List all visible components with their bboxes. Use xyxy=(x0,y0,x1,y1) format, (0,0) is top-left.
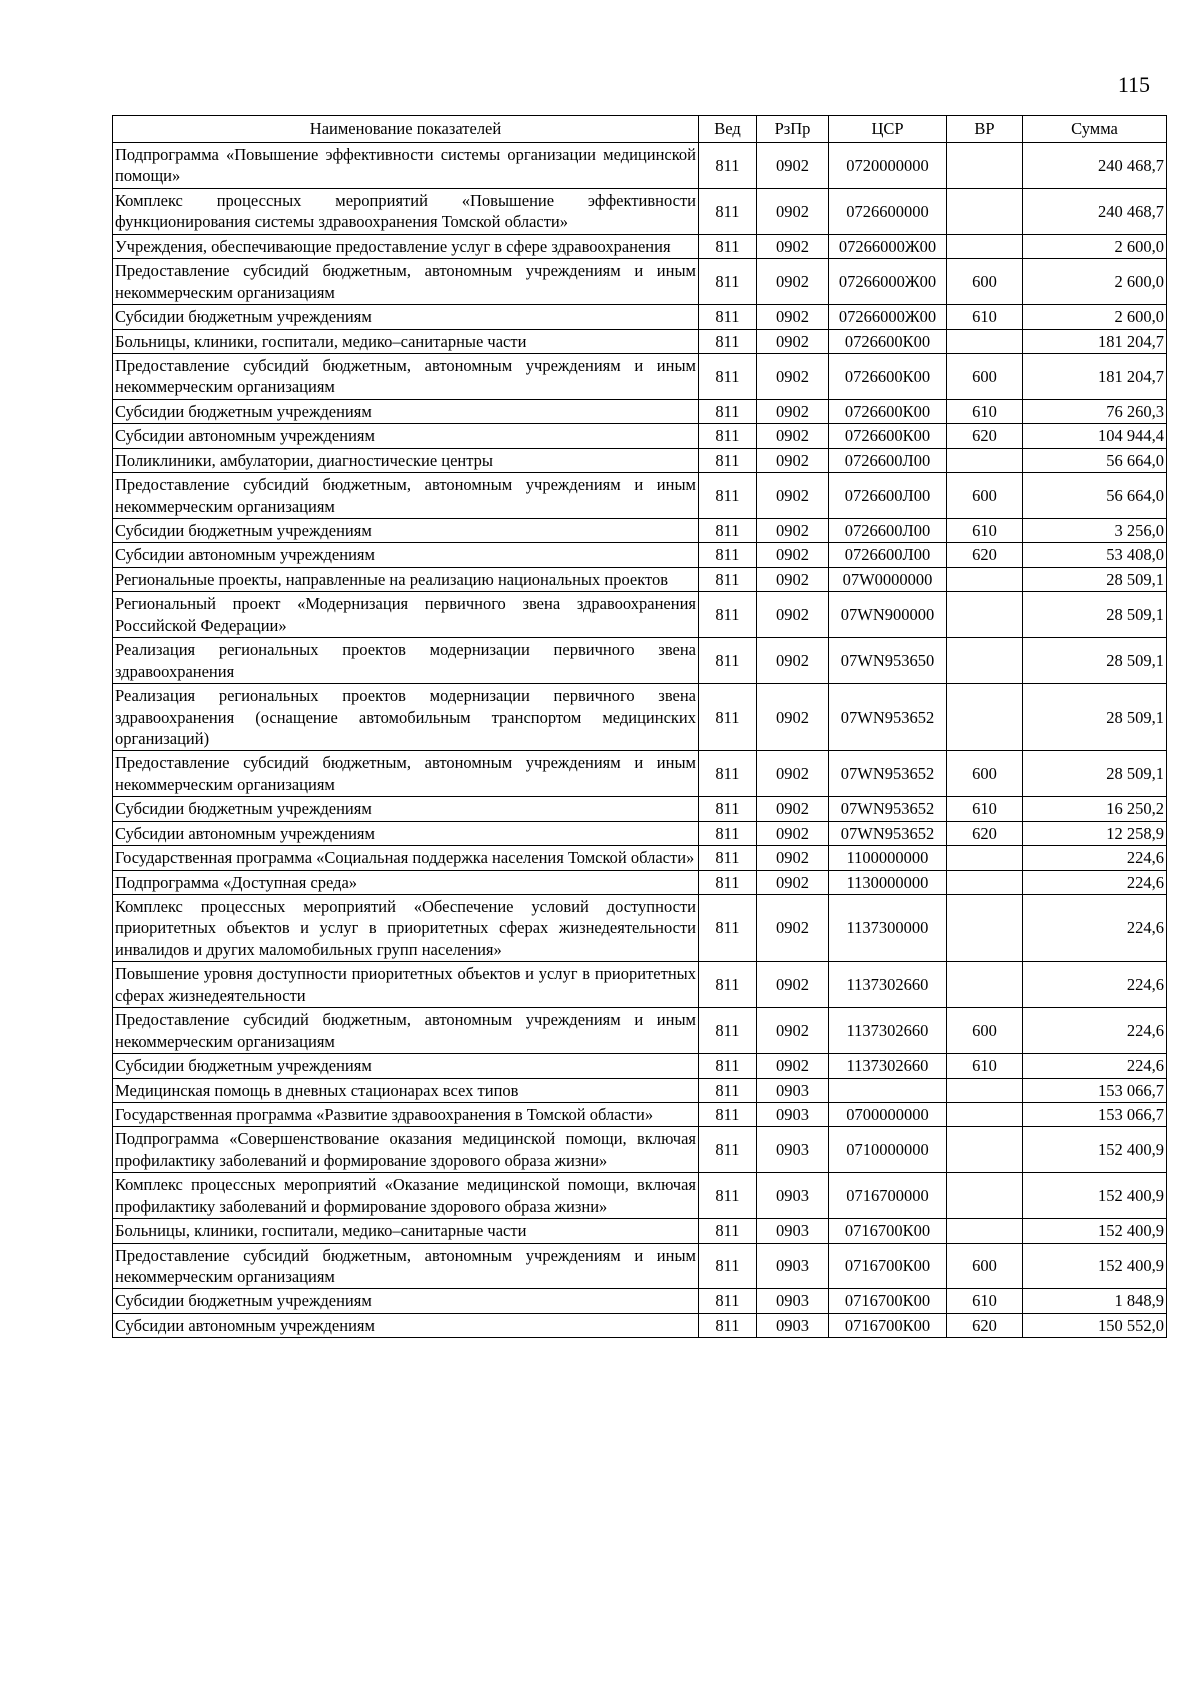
header-vr: ВР xyxy=(947,116,1023,143)
row-vr-cell xyxy=(947,895,1023,962)
row-rzpr-cell: 0902 xyxy=(757,638,829,684)
row-sum-cell: 153 066,7 xyxy=(1023,1102,1167,1126)
table-row xyxy=(113,543,1167,567)
row-rzpr-cell: 0902 xyxy=(757,684,829,751)
row-sum-cell: 224,6 xyxy=(1023,895,1167,962)
row-rzpr-cell: 0902 xyxy=(757,567,829,591)
table-row xyxy=(113,567,1167,591)
table-row xyxy=(113,592,1167,638)
row-name-cell: Региональные проекты, направленные на реализацию национальных проектов xyxy=(113,567,699,591)
row-name-cell: Субсидии бюджетным учреждениям xyxy=(113,797,699,821)
row-rzpr-cell: 0902 xyxy=(757,353,829,399)
row-ved-cell: 811 xyxy=(699,962,757,1008)
row-name-cell: Предоставление субсидий бюджетным, автономным учреждениям и иным некоммерческим организациям xyxy=(113,473,699,519)
row-name-cell: Подпрограмма «Повышение эффективности системы организации медицинской помощи» xyxy=(113,143,699,189)
row-rzpr-cell: 0902 xyxy=(757,1054,829,1078)
table-row xyxy=(113,473,1167,519)
row-ved-cell: 811 xyxy=(699,797,757,821)
row-sum-cell: 28 509,1 xyxy=(1023,751,1167,797)
row-name-cell: Больницы, клиники, госпитали, медико–санитарные части xyxy=(113,1219,699,1243)
row-rzpr-cell: 0902 xyxy=(757,962,829,1008)
row-csr-cell: 07WN953652 xyxy=(829,797,947,821)
row-vr-cell xyxy=(947,143,1023,189)
row-name-cell: Реализация региональных проектов модернизации первичного звена здравоохранения (оснащение автомобильным транспортом медицинских организаций) xyxy=(113,684,699,751)
row-csr-cell: 0716700К00 xyxy=(829,1313,947,1337)
table-row xyxy=(113,305,1167,329)
table-row xyxy=(113,1173,1167,1219)
row-name-cell: Субсидии бюджетным учреждениям xyxy=(113,305,699,329)
row-rzpr-cell: 0903 xyxy=(757,1127,829,1173)
row-rzpr-cell: 0902 xyxy=(757,751,829,797)
row-name-cell: Подпрограмма «Совершенствование оказания медицинской помощи, включая профилактику заболеваний и формирование здорового образа жизни» xyxy=(113,1127,699,1173)
table-row xyxy=(113,259,1167,305)
row-sum-cell: 153 066,7 xyxy=(1023,1078,1167,1102)
row-csr-cell: 0726600Л00 xyxy=(829,519,947,543)
table-row xyxy=(113,448,1167,472)
table-row xyxy=(113,797,1167,821)
table-body xyxy=(113,143,1167,1338)
row-csr-cell: 0726600К00 xyxy=(829,399,947,423)
row-ved-cell: 811 xyxy=(699,448,757,472)
table-row xyxy=(113,424,1167,448)
row-ved-cell: 811 xyxy=(699,1219,757,1243)
row-ved-cell: 811 xyxy=(699,592,757,638)
row-name-cell: Государственная программа «Развитие здравоохранения в Томской области» xyxy=(113,1102,699,1126)
row-name-cell: Реализация региональных проектов модернизации первичного звена здравоохранения xyxy=(113,638,699,684)
row-vr-cell: 600 xyxy=(947,751,1023,797)
row-csr-cell: 0726600000 xyxy=(829,188,947,234)
row-csr-cell: 0726600К00 xyxy=(829,353,947,399)
row-vr-cell xyxy=(947,962,1023,1008)
row-csr-cell: 1137300000 xyxy=(829,895,947,962)
row-name-cell: Предоставление субсидий бюджетным, автономным учреждениям и иным некоммерческим организациям xyxy=(113,259,699,305)
row-name-cell: Предоставление субсидий бюджетным, автономным учреждениям и иным некоммерческим организациям xyxy=(113,1008,699,1054)
row-csr-cell: 07WN900000 xyxy=(829,592,947,638)
row-name-cell: Субсидии бюджетным учреждениям xyxy=(113,519,699,543)
row-sum-cell: 28 509,1 xyxy=(1023,592,1167,638)
row-vr-cell xyxy=(947,1102,1023,1126)
table-row xyxy=(113,1219,1167,1243)
row-name-cell: Субсидии автономным учреждениям xyxy=(113,821,699,845)
row-ved-cell: 811 xyxy=(699,399,757,423)
row-ved-cell: 811 xyxy=(699,519,757,543)
row-sum-cell: 152 400,9 xyxy=(1023,1219,1167,1243)
row-sum-cell: 224,6 xyxy=(1023,1008,1167,1054)
row-csr-cell: 0720000000 xyxy=(829,143,947,189)
row-vr-cell xyxy=(947,684,1023,751)
row-vr-cell xyxy=(947,638,1023,684)
row-vr-cell: 620 xyxy=(947,821,1023,845)
row-ved-cell: 811 xyxy=(699,353,757,399)
row-csr-cell: 0716700К00 xyxy=(829,1289,947,1313)
row-vr-cell: 600 xyxy=(947,1243,1023,1289)
row-vr-cell xyxy=(947,234,1023,258)
row-vr-cell: 610 xyxy=(947,399,1023,423)
row-name-cell: Медицинская помощь в дневных стационарах всех типов xyxy=(113,1078,699,1102)
row-sum-cell: 181 204,7 xyxy=(1023,353,1167,399)
row-sum-cell: 28 509,1 xyxy=(1023,684,1167,751)
row-ved-cell: 811 xyxy=(699,1054,757,1078)
row-sum-cell: 224,6 xyxy=(1023,870,1167,894)
row-csr-cell: 1130000000 xyxy=(829,870,947,894)
row-ved-cell: 811 xyxy=(699,1243,757,1289)
row-rzpr-cell: 0903 xyxy=(757,1313,829,1337)
row-csr-cell: 1137302660 xyxy=(829,1054,947,1078)
row-ved-cell: 811 xyxy=(699,1127,757,1173)
table-row xyxy=(113,1243,1167,1289)
row-ved-cell: 811 xyxy=(699,846,757,870)
table-row xyxy=(113,399,1167,423)
table-row xyxy=(113,1102,1167,1126)
header-csr: ЦСР xyxy=(829,116,947,143)
row-sum-cell: 224,6 xyxy=(1023,846,1167,870)
row-ved-cell: 811 xyxy=(699,543,757,567)
row-sum-cell: 152 400,9 xyxy=(1023,1127,1167,1173)
row-sum-cell: 12 258,9 xyxy=(1023,821,1167,845)
row-ved-cell: 811 xyxy=(699,1173,757,1219)
row-vr-cell: 610 xyxy=(947,1289,1023,1313)
table-row xyxy=(113,821,1167,845)
row-sum-cell: 1 848,9 xyxy=(1023,1289,1167,1313)
row-rzpr-cell: 0902 xyxy=(757,448,829,472)
row-sum-cell: 152 400,9 xyxy=(1023,1243,1167,1289)
row-sum-cell: 224,6 xyxy=(1023,962,1167,1008)
table-row xyxy=(113,895,1167,962)
row-name-cell: Субсидии бюджетным учреждениям xyxy=(113,1289,699,1313)
row-rzpr-cell: 0903 xyxy=(757,1219,829,1243)
row-ved-cell: 811 xyxy=(699,870,757,894)
budget-table xyxy=(112,115,1167,1338)
row-name-cell: Предоставление субсидий бюджетным, автономным учреждениям и иным некоммерческим организациям xyxy=(113,1243,699,1289)
table-row xyxy=(113,353,1167,399)
row-sum-cell: 56 664,0 xyxy=(1023,473,1167,519)
row-name-cell: Субсидии бюджетным учреждениям xyxy=(113,1054,699,1078)
row-rzpr-cell: 0902 xyxy=(757,305,829,329)
row-rzpr-cell: 0902 xyxy=(757,259,829,305)
row-ved-cell: 811 xyxy=(699,305,757,329)
table-row xyxy=(113,846,1167,870)
row-rzpr-cell: 0902 xyxy=(757,895,829,962)
table-row xyxy=(113,962,1167,1008)
table-row xyxy=(113,638,1167,684)
table-row xyxy=(113,1313,1167,1337)
table-row xyxy=(113,188,1167,234)
row-csr-cell: 07WN953652 xyxy=(829,684,947,751)
row-name-cell: Субсидии автономным учреждениям xyxy=(113,1313,699,1337)
row-ved-cell: 811 xyxy=(699,751,757,797)
row-name-cell: Больницы, клиники, госпитали, медико–санитарные части xyxy=(113,329,699,353)
row-sum-cell: 2 600,0 xyxy=(1023,234,1167,258)
row-ved-cell: 811 xyxy=(699,1078,757,1102)
row-rzpr-cell: 0902 xyxy=(757,797,829,821)
row-vr-cell: 600 xyxy=(947,473,1023,519)
row-name-cell: Предоставление субсидий бюджетным, автономным учреждениям и иным некоммерческим организациям xyxy=(113,353,699,399)
row-csr-cell xyxy=(829,1078,947,1102)
row-rzpr-cell: 0902 xyxy=(757,143,829,189)
row-ved-cell: 811 xyxy=(699,821,757,845)
row-csr-cell: 07266000Ж00 xyxy=(829,234,947,258)
table-row xyxy=(113,684,1167,751)
row-ved-cell: 811 xyxy=(699,1102,757,1126)
row-csr-cell: 07266000Ж00 xyxy=(829,259,947,305)
row-vr-cell xyxy=(947,1127,1023,1173)
row-csr-cell: 0726600К00 xyxy=(829,424,947,448)
row-rzpr-cell: 0903 xyxy=(757,1289,829,1313)
row-sum-cell: 28 509,1 xyxy=(1023,567,1167,591)
row-sum-cell: 56 664,0 xyxy=(1023,448,1167,472)
table-row xyxy=(113,1054,1167,1078)
table-row xyxy=(113,234,1167,258)
table-row xyxy=(113,751,1167,797)
row-name-cell: Субсидии автономным учреждениям xyxy=(113,543,699,567)
row-name-cell: Комплекс процессных мероприятий «Оказание медицинской помощи, включая профилактику заболеваний и формирование здорового образа жизни» xyxy=(113,1173,699,1219)
row-vr-cell xyxy=(947,870,1023,894)
row-vr-cell: 620 xyxy=(947,543,1023,567)
row-ved-cell: 811 xyxy=(699,1289,757,1313)
row-rzpr-cell: 0902 xyxy=(757,329,829,353)
row-name-cell: Предоставление субсидий бюджетным, автономным учреждениям и иным некоммерческим организациям xyxy=(113,751,699,797)
row-sum-cell: 28 509,1 xyxy=(1023,638,1167,684)
header-rzpr: РзПр xyxy=(757,116,829,143)
row-csr-cell: 07W0000000 xyxy=(829,567,947,591)
row-rzpr-cell: 0903 xyxy=(757,1078,829,1102)
row-ved-cell: 811 xyxy=(699,329,757,353)
row-ved-cell: 811 xyxy=(699,188,757,234)
row-ved-cell: 811 xyxy=(699,1008,757,1054)
table-row xyxy=(113,870,1167,894)
row-sum-cell: 152 400,9 xyxy=(1023,1173,1167,1219)
row-sum-cell: 2 600,0 xyxy=(1023,259,1167,305)
row-csr-cell: 0726600К00 xyxy=(829,329,947,353)
row-vr-cell xyxy=(947,329,1023,353)
row-csr-cell: 0716700000 xyxy=(829,1173,947,1219)
header-name: Наименование показателей xyxy=(113,116,699,143)
row-ved-cell: 811 xyxy=(699,895,757,962)
row-sum-cell: 104 944,4 xyxy=(1023,424,1167,448)
row-rzpr-cell: 0903 xyxy=(757,1102,829,1126)
row-vr-cell: 600 xyxy=(947,1008,1023,1054)
row-vr-cell: 610 xyxy=(947,519,1023,543)
header-sum: Сумма xyxy=(1023,116,1167,143)
row-sum-cell: 3 256,0 xyxy=(1023,519,1167,543)
row-name-cell: Подпрограмма «Доступная среда» xyxy=(113,870,699,894)
row-ved-cell: 811 xyxy=(699,684,757,751)
table-row xyxy=(113,329,1167,353)
table-row xyxy=(113,1008,1167,1054)
row-name-cell: Учреждения, обеспечивающие предоставление услуг в сфере здравоохранения xyxy=(113,234,699,258)
table-row xyxy=(113,143,1167,189)
row-sum-cell: 240 468,7 xyxy=(1023,188,1167,234)
row-csr-cell: 07WN953650 xyxy=(829,638,947,684)
row-vr-cell xyxy=(947,188,1023,234)
table-row xyxy=(113,1127,1167,1173)
row-vr-cell: 620 xyxy=(947,1313,1023,1337)
row-name-cell: Субсидии автономным учреждениям xyxy=(113,424,699,448)
row-ved-cell: 811 xyxy=(699,638,757,684)
row-csr-cell: 0726600Л00 xyxy=(829,448,947,472)
row-rzpr-cell: 0902 xyxy=(757,1008,829,1054)
page-number: 115 xyxy=(1117,72,1150,97)
row-name-cell: Субсидии бюджетным учреждениям xyxy=(113,399,699,423)
row-sum-cell: 240 468,7 xyxy=(1023,143,1167,189)
row-vr-cell xyxy=(947,1173,1023,1219)
row-csr-cell: 0700000000 xyxy=(829,1102,947,1126)
table-header-row xyxy=(113,116,1167,143)
row-rzpr-cell: 0903 xyxy=(757,1173,829,1219)
row-rzpr-cell: 0902 xyxy=(757,234,829,258)
row-rzpr-cell: 0902 xyxy=(757,188,829,234)
row-csr-cell: 1100000000 xyxy=(829,846,947,870)
row-ved-cell: 811 xyxy=(699,234,757,258)
row-vr-cell: 610 xyxy=(947,305,1023,329)
row-name-cell: Государственная программа «Социальная поддержка населения Томской области» xyxy=(113,846,699,870)
row-vr-cell xyxy=(947,1219,1023,1243)
row-rzpr-cell: 0902 xyxy=(757,543,829,567)
row-vr-cell: 600 xyxy=(947,259,1023,305)
row-csr-cell: 07WN953652 xyxy=(829,751,947,797)
row-csr-cell: 07266000Ж00 xyxy=(829,305,947,329)
row-name-cell: Поликлиники, амбулатории, диагностические центры xyxy=(113,448,699,472)
table-row xyxy=(113,1289,1167,1313)
row-vr-cell xyxy=(947,448,1023,472)
row-sum-cell: 16 250,2 xyxy=(1023,797,1167,821)
row-rzpr-cell: 0902 xyxy=(757,846,829,870)
row-ved-cell: 811 xyxy=(699,1313,757,1337)
row-rzpr-cell: 0902 xyxy=(757,399,829,423)
row-sum-cell: 76 260,3 xyxy=(1023,399,1167,423)
table-row xyxy=(113,519,1167,543)
row-ved-cell: 811 xyxy=(699,424,757,448)
row-vr-cell: 600 xyxy=(947,353,1023,399)
row-vr-cell xyxy=(947,1078,1023,1102)
row-sum-cell: 53 408,0 xyxy=(1023,543,1167,567)
row-ved-cell: 811 xyxy=(699,567,757,591)
row-sum-cell: 2 600,0 xyxy=(1023,305,1167,329)
row-csr-cell: 0710000000 xyxy=(829,1127,947,1173)
row-vr-cell: 610 xyxy=(947,797,1023,821)
row-ved-cell: 811 xyxy=(699,143,757,189)
row-name-cell: Повышение уровня доступности приоритетных объектов и услуг в приоритетных сферах жизнедеятельности xyxy=(113,962,699,1008)
row-csr-cell: 0726600Л00 xyxy=(829,473,947,519)
row-vr-cell xyxy=(947,592,1023,638)
row-rzpr-cell: 0902 xyxy=(757,870,829,894)
row-sum-cell: 224,6 xyxy=(1023,1054,1167,1078)
row-rzpr-cell: 0903 xyxy=(757,1243,829,1289)
header-ved: Вед xyxy=(699,116,757,143)
row-rzpr-cell: 0902 xyxy=(757,821,829,845)
row-ved-cell: 811 xyxy=(699,473,757,519)
row-name-cell: Региональный проект «Модернизация первичного звена здравоохранения Российской Федерации» xyxy=(113,592,699,638)
row-sum-cell: 181 204,7 xyxy=(1023,329,1167,353)
row-csr-cell: 0726600Л00 xyxy=(829,543,947,567)
row-vr-cell: 610 xyxy=(947,1054,1023,1078)
row-name-cell: Комплекс процессных мероприятий «Повышение эффективности функционирования системы здравоохранения Томской области» xyxy=(113,188,699,234)
row-csr-cell: 0716700К00 xyxy=(829,1219,947,1243)
row-vr-cell xyxy=(947,567,1023,591)
row-name-cell: Комплекс процессных мероприятий «Обеспечение условий доступности приоритетных объектов и услуг в приоритетных сферах жизнедеятельности инвалидов и других маломобильных групп населения» xyxy=(113,895,699,962)
row-csr-cell: 1137302660 xyxy=(829,1008,947,1054)
row-csr-cell: 07WN953652 xyxy=(829,821,947,845)
table-row xyxy=(113,1078,1167,1102)
row-rzpr-cell: 0902 xyxy=(757,424,829,448)
row-csr-cell: 1137302660 xyxy=(829,962,947,1008)
row-rzpr-cell: 0902 xyxy=(757,519,829,543)
row-sum-cell: 150 552,0 xyxy=(1023,1313,1167,1337)
row-rzpr-cell: 0902 xyxy=(757,473,829,519)
row-vr-cell: 620 xyxy=(947,424,1023,448)
row-ved-cell: 811 xyxy=(699,259,757,305)
row-rzpr-cell: 0902 xyxy=(757,592,829,638)
row-vr-cell xyxy=(947,846,1023,870)
row-csr-cell: 0716700К00 xyxy=(829,1243,947,1289)
